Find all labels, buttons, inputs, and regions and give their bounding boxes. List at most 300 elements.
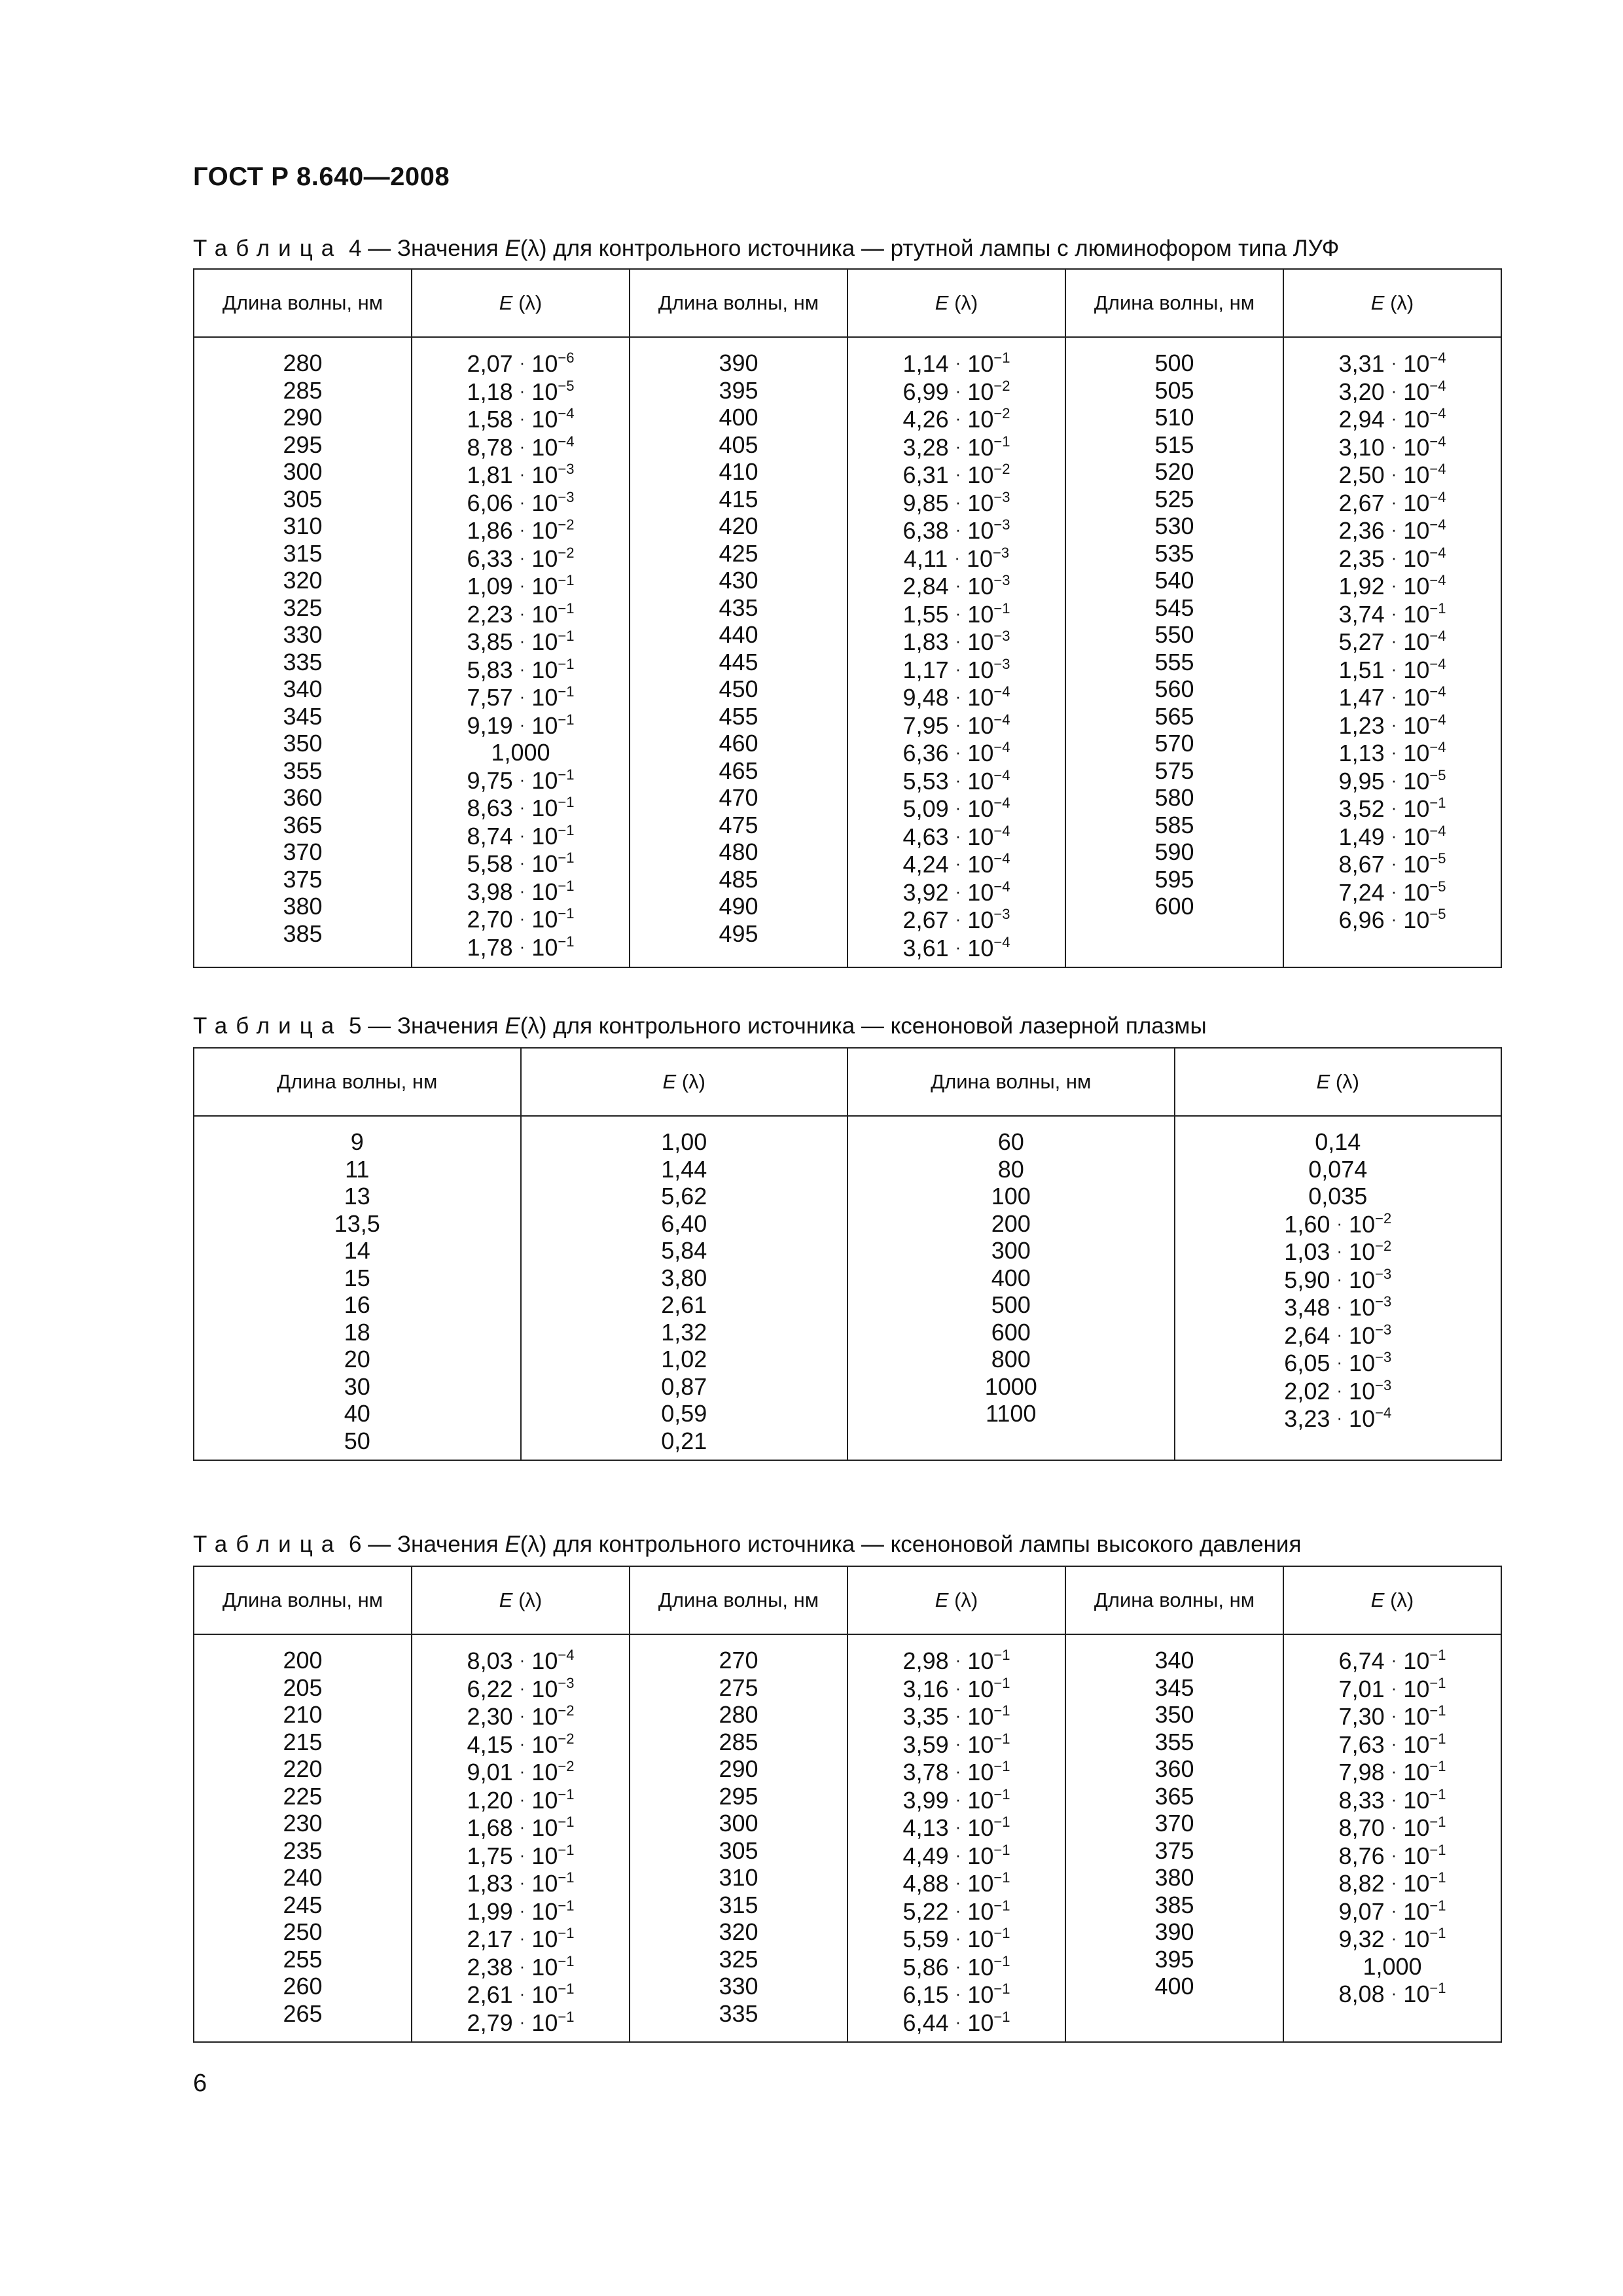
table-cell: 485 bbox=[719, 865, 758, 893]
table-cell: $8,82 \cdot 10^{-1}$ bbox=[1338, 1869, 1446, 1897]
caption-number: 4 bbox=[348, 236, 362, 261]
table-cell: $2,30 \cdot 10^{-2}$ bbox=[467, 1702, 575, 1730]
table-cell: $6,99 \cdot 10^{-2}$ bbox=[902, 377, 1010, 405]
header-e: E bbox=[1316, 1070, 1330, 1093]
table-cell: 390 bbox=[1154, 1918, 1194, 1945]
table-cell: 370 bbox=[1154, 1810, 1194, 1837]
table-cell: 1,000 bbox=[491, 739, 550, 766]
table-cell: 80 bbox=[997, 1155, 1024, 1183]
header-e-lambda bbox=[412, 1566, 630, 1634]
table-cell: 300 bbox=[991, 1237, 1031, 1264]
table-cell: $8,67 \cdot 10^{-5}$ bbox=[1338, 850, 1446, 878]
value-column bbox=[1175, 1116, 1502, 1460]
table-cell: 300 bbox=[719, 1810, 758, 1837]
table-cell: 255 bbox=[283, 1945, 323, 1973]
table-cell: 365 bbox=[283, 811, 323, 838]
table-cell: $9,32 \cdot 10^{-1}$ bbox=[1338, 1925, 1446, 1952]
caption-symbol: E bbox=[505, 236, 520, 261]
table-cell: 60 bbox=[997, 1128, 1024, 1155]
header-e: E bbox=[1370, 1588, 1385, 1611]
table-cell: $8,78 \cdot 10^{-4}$ bbox=[467, 433, 575, 461]
table-cell: 1,02 bbox=[661, 1346, 707, 1372]
table-cell: 395 bbox=[1154, 1945, 1194, 1973]
table-cell: $2,17 \cdot 10^{-1}$ bbox=[467, 1925, 575, 1952]
header-wavelength: Длина волны, нм bbox=[630, 1566, 847, 1634]
table-cell: 240 bbox=[283, 1864, 323, 1891]
table-cell: 0,87 bbox=[661, 1372, 707, 1400]
table-cell: 555 bbox=[1154, 648, 1194, 675]
value-column bbox=[412, 337, 630, 967]
wavelength-column bbox=[1065, 1634, 1283, 2042]
table-cell: $5,22 \cdot 10^{-1}$ bbox=[902, 1897, 1010, 1925]
table-cell: $5,09 \cdot 10^{-4}$ bbox=[902, 795, 1010, 822]
table-cell: 315 bbox=[283, 539, 323, 567]
header-lambda: (λ) bbox=[1330, 1070, 1359, 1093]
table-cell: 400 bbox=[1154, 1973, 1194, 2000]
table-cell: 390 bbox=[719, 350, 758, 376]
table-cell: 320 bbox=[283, 567, 323, 594]
table-cell: 345 bbox=[283, 702, 323, 730]
table-cell: $3,31 \cdot 10^{-4}$ bbox=[1338, 350, 1446, 377]
table-cell: $1,51 \cdot 10^{-4}$ bbox=[1338, 655, 1446, 683]
table-cell: 0,59 bbox=[661, 1400, 707, 1427]
table-cell: 335 bbox=[719, 2000, 758, 2027]
table-cell: $1,83 \cdot 10^{-1}$ bbox=[467, 1869, 575, 1897]
table-cell: $3,52 \cdot 10^{-1}$ bbox=[1338, 795, 1446, 822]
header-e: E bbox=[499, 1588, 513, 1611]
table-cell: 565 bbox=[1154, 702, 1194, 730]
table-cell: 1,000 bbox=[1363, 1952, 1422, 1980]
table-cell: 310 bbox=[283, 512, 323, 539]
header-e-lambda bbox=[412, 269, 630, 337]
table-cell: $3,99 \cdot 10^{-1}$ bbox=[902, 1785, 1010, 1814]
table-cell: 40 bbox=[344, 1400, 370, 1427]
table-cell: 550 bbox=[1154, 621, 1194, 648]
table-5-caption bbox=[193, 1013, 1207, 1039]
value-column bbox=[847, 337, 1065, 967]
table-cell: $2,38 \cdot 10^{-1}$ bbox=[467, 1952, 575, 1981]
table-cell: $4,13 \cdot 10^{-1}$ bbox=[902, 1814, 1010, 1841]
table-header-row bbox=[194, 269, 1501, 337]
table-cell: 360 bbox=[1154, 1755, 1194, 1782]
table-cell: 585 bbox=[1154, 811, 1194, 838]
table-cell: 395 bbox=[719, 376, 758, 404]
table-cell: $6,31 \cdot 10^{-2}$ bbox=[902, 461, 1010, 488]
table-cell: $3,85 \cdot 10^{-1}$ bbox=[467, 628, 575, 655]
table-cell: 235 bbox=[283, 1837, 323, 1864]
table-cell: 590 bbox=[1154, 838, 1194, 865]
table-cell: 225 bbox=[283, 1782, 323, 1810]
table-cell: $1,47 \cdot 10^{-4}$ bbox=[1338, 683, 1446, 711]
header-lambda: (λ) bbox=[512, 291, 543, 314]
table-cell: $5,86 \cdot 10^{-1}$ bbox=[902, 1952, 1010, 1981]
header-e: E bbox=[935, 1588, 949, 1611]
caption-lambda: (λ) bbox=[520, 236, 547, 261]
table-cell: $1,81 \cdot 10^{-3}$ bbox=[467, 461, 575, 488]
table-cell: 300 bbox=[283, 458, 323, 485]
table-cell: 435 bbox=[719, 594, 758, 621]
table-cell: 405 bbox=[719, 431, 758, 458]
table-cell: $9,75 \cdot 10^{-1}$ bbox=[467, 766, 575, 794]
table-cell: $7,95 \cdot 10^{-4}$ bbox=[902, 711, 1010, 739]
table-cell: $1,92 \cdot 10^{-4}$ bbox=[1338, 572, 1446, 600]
caption-number: 5 bbox=[348, 1013, 362, 1039]
header-lambda: (λ) bbox=[948, 291, 978, 314]
table-cell: $4,11 \cdot 10^{-3}$ bbox=[903, 544, 1010, 572]
table-cell: 270 bbox=[719, 1647, 758, 1674]
table-cell: $8,63 \cdot 10^{-1}$ bbox=[467, 794, 575, 821]
table-cell: $2,61 \cdot 10^{-1}$ bbox=[467, 1981, 575, 2008]
table-cell: $1,58 \cdot 10^{-4}$ bbox=[467, 405, 575, 433]
table-4 bbox=[193, 268, 1502, 968]
table-cell: 490 bbox=[719, 893, 758, 920]
table-cell: $6,44 \cdot 10^{-1}$ bbox=[902, 2008, 1010, 2036]
header-e-lambda bbox=[1283, 1566, 1501, 1634]
table-cell: 800 bbox=[991, 1346, 1031, 1372]
table-cell: 460 bbox=[719, 730, 758, 757]
table-cell: 505 bbox=[1154, 376, 1194, 404]
table-cell: 13 bbox=[344, 1183, 370, 1210]
table-cell: $3,48 \cdot 10^{-3}$ bbox=[1284, 1293, 1392, 1321]
table-cell: $3,78 \cdot 10^{-1}$ bbox=[902, 1758, 1010, 1785]
table-cell: $8,08 \cdot 10^{-1}$ bbox=[1338, 1980, 1446, 2007]
table-cell: 600 bbox=[1154, 893, 1194, 920]
table-cell: 1000 bbox=[984, 1372, 1037, 1400]
table-cell: $6,22 \cdot 10^{-3}$ bbox=[467, 1674, 575, 1702]
table-cell: $1,55 \cdot 10^{-1}$ bbox=[902, 600, 1010, 628]
table-cell: 480 bbox=[719, 838, 758, 865]
table-cell: $2,02 \cdot 10^{-3}$ bbox=[1284, 1376, 1392, 1405]
header-e: E bbox=[499, 291, 513, 314]
header-e-lambda bbox=[1283, 269, 1501, 337]
table-cell: 1100 bbox=[986, 1400, 1037, 1427]
table-cell: $1,18 \cdot 10^{-5}$ bbox=[467, 377, 575, 405]
table-cell: 535 bbox=[1154, 539, 1194, 567]
table-cell: 540 bbox=[1154, 567, 1194, 594]
table-cell: 365 bbox=[1154, 1782, 1194, 1810]
table-cell: 465 bbox=[719, 757, 758, 784]
table-cell: 340 bbox=[1154, 1647, 1194, 1674]
caption-word: Таблица bbox=[193, 1013, 343, 1039]
table-cell: 290 bbox=[719, 1755, 758, 1782]
table-cell: $3,35 \cdot 10^{-1}$ bbox=[902, 1702, 1010, 1730]
header-wavelength: Длина волны, нм bbox=[194, 1566, 412, 1634]
caption-symbol: E bbox=[505, 1013, 520, 1039]
table-cell: 220 bbox=[283, 1755, 323, 1782]
document-header: ГОСТ Р 8.640—2008 bbox=[193, 162, 450, 191]
table-cell: 380 bbox=[1154, 1864, 1194, 1891]
table-cell: 470 bbox=[719, 784, 758, 811]
table-cell: $2,23 \cdot 10^{-1}$ bbox=[467, 600, 575, 628]
value-column bbox=[847, 1634, 1065, 2042]
table-cell: $6,96 \cdot 10^{-5}$ bbox=[1338, 906, 1446, 933]
table-cell: $1,60 \cdot 10^{-2}$ bbox=[1284, 1210, 1392, 1238]
table-cell: 3,80 bbox=[661, 1264, 707, 1291]
table-cell: $2,79 \cdot 10^{-1}$ bbox=[467, 2008, 575, 2036]
table-cell: $1,83 \cdot 10^{-3}$ bbox=[902, 628, 1010, 655]
table-cell: 315 bbox=[719, 1891, 758, 1918]
table-cell: 5,84 bbox=[661, 1237, 707, 1264]
caption-post: для контрольного источника — ртутной лампы с люминофором типа ЛУФ bbox=[546, 236, 1340, 261]
table-cell: 400 bbox=[991, 1264, 1031, 1291]
table-cell: $2,94 \cdot 10^{-4}$ bbox=[1338, 405, 1446, 433]
table-cell: 0,074 bbox=[1308, 1155, 1368, 1183]
table-cell: $4,63 \cdot 10^{-4}$ bbox=[902, 822, 1010, 850]
header-e: E bbox=[1370, 291, 1385, 314]
table-cell: 375 bbox=[283, 865, 323, 893]
table-cell: $2,07 \cdot 10^{-6}$ bbox=[467, 350, 575, 377]
table-cell: 6,40 bbox=[661, 1210, 707, 1237]
table-cell: $7,01 \cdot 10^{-1}$ bbox=[1338, 1674, 1446, 1702]
table-cell: $2,67 \cdot 10^{-3}$ bbox=[902, 906, 1010, 933]
caption-symbol: E bbox=[505, 1532, 520, 1557]
header-wavelength: Длина волны, нм bbox=[1065, 269, 1283, 337]
header-e: E bbox=[662, 1070, 677, 1093]
table-cell: $5,27 \cdot 10^{-4}$ bbox=[1338, 628, 1446, 655]
table-cell: $2,67 \cdot 10^{-4}$ bbox=[1338, 488, 1446, 516]
table-cell: 495 bbox=[719, 920, 758, 947]
table-cell: $8,03 \cdot 10^{-4}$ bbox=[467, 1647, 575, 1674]
table-4-caption bbox=[193, 236, 1339, 262]
table-cell: $2,35 \cdot 10^{-4}$ bbox=[1338, 544, 1446, 572]
header-e-lambda bbox=[847, 1566, 1065, 1634]
table-cell: 510 bbox=[1154, 404, 1194, 431]
wavelength-column bbox=[847, 1116, 1175, 1460]
table-cell: 330 bbox=[719, 1973, 758, 2000]
table-cell: 200 bbox=[283, 1647, 323, 1674]
header-e-lambda bbox=[521, 1048, 848, 1116]
table-cell: 350 bbox=[283, 730, 323, 757]
header-lambda: (λ) bbox=[1384, 1588, 1414, 1611]
table-cell: 560 bbox=[1154, 675, 1194, 702]
table-cell: 580 bbox=[1154, 784, 1194, 811]
table-cell: $4,15 \cdot 10^{-2}$ bbox=[467, 1730, 575, 1758]
table-cell: $3,59 \cdot 10^{-1}$ bbox=[902, 1730, 1010, 1758]
header-wavelength: Длина волны, нм bbox=[1065, 1566, 1283, 1634]
table-cell: 265 bbox=[283, 2000, 323, 2027]
table-cell: 305 bbox=[719, 1837, 758, 1864]
table-cell: 320 bbox=[719, 1918, 758, 1945]
table-cell: $8,76 \cdot 10^{-1}$ bbox=[1338, 1841, 1446, 1869]
table-cell: $4,49 \cdot 10^{-1}$ bbox=[902, 1841, 1010, 1869]
table-cell: $1,14 \cdot 10^{-1}$ bbox=[902, 350, 1010, 377]
table-cell: 370 bbox=[283, 838, 323, 865]
table-body-row bbox=[194, 337, 1501, 967]
table-cell: $1,99 \cdot 10^{-1}$ bbox=[467, 1897, 575, 1925]
table-cell: 450 bbox=[719, 675, 758, 702]
table-cell: 295 bbox=[719, 1782, 758, 1810]
header-lambda: (λ) bbox=[512, 1588, 543, 1611]
table-body-row bbox=[194, 1634, 1501, 2042]
table-cell: 13,5 bbox=[334, 1210, 380, 1237]
value-column bbox=[412, 1634, 630, 2042]
table-cell: $1,23 \cdot 10^{-4}$ bbox=[1338, 711, 1446, 739]
table-cell: 545 bbox=[1154, 594, 1194, 621]
table-cell: 50 bbox=[344, 1427, 370, 1454]
table-cell: 355 bbox=[283, 757, 323, 784]
table-cell: 210 bbox=[283, 1701, 323, 1728]
table-cell: $2,70 \cdot 10^{-1}$ bbox=[467, 905, 575, 933]
table-cell: 445 bbox=[719, 648, 758, 675]
wavelength-column bbox=[194, 1116, 521, 1460]
table-cell: 415 bbox=[719, 485, 758, 512]
wavelength-column bbox=[1065, 337, 1283, 967]
table-cell: $5,83 \cdot 10^{-1}$ bbox=[467, 655, 575, 683]
header-e-lambda bbox=[847, 269, 1065, 337]
table-cell: $7,98 \cdot 10^{-1}$ bbox=[1338, 1758, 1446, 1785]
table-5 bbox=[193, 1047, 1502, 1461]
table-cell: $2,84 \cdot 10^{-3}$ bbox=[902, 572, 1010, 600]
header-wavelength: Длина волны, нм bbox=[630, 269, 847, 337]
table-cell: 5,62 bbox=[661, 1183, 707, 1210]
table-cell: $3,98 \cdot 10^{-1}$ bbox=[467, 877, 575, 905]
table-cell: $2,98 \cdot 10^{-1}$ bbox=[902, 1647, 1010, 1674]
table-cell: 0,035 bbox=[1308, 1183, 1368, 1210]
table-cell: 1,00 bbox=[661, 1128, 707, 1155]
table-cell: $1,17 \cdot 10^{-3}$ bbox=[902, 655, 1010, 683]
table-cell: 350 bbox=[1154, 1701, 1194, 1728]
table-cell: 2,61 bbox=[661, 1291, 707, 1318]
wavelength-column bbox=[630, 337, 847, 967]
header-e: E bbox=[935, 291, 949, 314]
table-cell: 275 bbox=[719, 1674, 758, 1701]
table-6 bbox=[193, 1566, 1502, 2043]
table-cell: 335 bbox=[283, 648, 323, 675]
table-cell: 1,32 bbox=[661, 1318, 707, 1346]
table-cell: 575 bbox=[1154, 757, 1194, 784]
table-cell: $2,64 \cdot 10^{-3}$ bbox=[1284, 1321, 1392, 1349]
table-header-row bbox=[194, 1566, 1501, 1634]
table-cell: 245 bbox=[283, 1891, 323, 1918]
table-cell: 30 bbox=[344, 1372, 370, 1400]
table-cell: 14 bbox=[344, 1237, 370, 1264]
table-cell: $1,13 \cdot 10^{-4}$ bbox=[1338, 739, 1446, 766]
table-cell: $8,70 \cdot 10^{-1}$ bbox=[1338, 1814, 1446, 1841]
table-cell: $4,26 \cdot 10^{-2}$ bbox=[902, 405, 1010, 433]
table-cell: 410 bbox=[719, 458, 758, 485]
table-cell: 215 bbox=[283, 1728, 323, 1755]
table-cell: 340 bbox=[283, 675, 323, 702]
table-cell: $6,36 \cdot 10^{-4}$ bbox=[902, 739, 1010, 766]
caption-pre: — Значения bbox=[368, 1013, 505, 1039]
table-cell: $1,86 \cdot 10^{-2}$ bbox=[467, 516, 575, 544]
caption-lambda: (λ) bbox=[520, 1013, 547, 1039]
table-cell: 595 bbox=[1154, 865, 1194, 893]
table-cell: $9,95 \cdot 10^{-5}$ bbox=[1338, 766, 1446, 795]
value-column bbox=[1283, 337, 1501, 967]
table-cell: 600 bbox=[991, 1318, 1031, 1346]
table-cell: 305 bbox=[283, 485, 323, 512]
table-cell: $1,78 \cdot 10^{-1}$ bbox=[467, 933, 575, 961]
table-cell: $5,59 \cdot 10^{-1}$ bbox=[902, 1925, 1010, 1952]
wavelength-column bbox=[194, 1634, 412, 2042]
table-cell: 385 bbox=[1154, 1891, 1194, 1918]
table-cell: 330 bbox=[283, 621, 323, 648]
caption-word: Таблица bbox=[193, 236, 343, 261]
table-cell: $4,88 \cdot 10^{-1}$ bbox=[902, 1869, 1010, 1897]
header-lambda: (λ) bbox=[948, 1588, 978, 1611]
table-cell: 500 bbox=[1154, 350, 1194, 376]
table-cell: 230 bbox=[283, 1810, 323, 1837]
table-cell: $7,63 \cdot 10^{-1}$ bbox=[1338, 1730, 1446, 1758]
table-cell: 11 bbox=[345, 1155, 370, 1183]
table-cell: 16 bbox=[344, 1291, 370, 1318]
table-cell: 290 bbox=[283, 404, 323, 431]
table-cell: $1,75 \cdot 10^{-1}$ bbox=[467, 1841, 575, 1869]
header-wavelength: Длина волны, нм bbox=[194, 269, 412, 337]
table-cell: $6,06 \cdot 10^{-3}$ bbox=[467, 488, 575, 516]
table-cell: $1,49 \cdot 10^{-4}$ bbox=[1338, 822, 1446, 850]
caption-post: для контрольного источника — ксеноновой лазерной плазмы bbox=[546, 1013, 1207, 1039]
table-cell: 500 bbox=[991, 1291, 1031, 1318]
table-cell: $3,23 \cdot 10^{-4}$ bbox=[1284, 1405, 1392, 1432]
table-cell: $4,24 \cdot 10^{-4}$ bbox=[902, 850, 1010, 878]
header-wavelength: Длина волны, нм bbox=[194, 1048, 521, 1116]
caption-lambda: (λ) bbox=[520, 1532, 547, 1557]
table-cell: $3,28 \cdot 10^{-1}$ bbox=[902, 433, 1010, 461]
table-cell: $7,30 \cdot 10^{-1}$ bbox=[1338, 1702, 1446, 1730]
table-cell: $8,33 \cdot 10^{-1}$ bbox=[1338, 1785, 1446, 1814]
table-cell: 400 bbox=[719, 404, 758, 431]
table-cell: 20 bbox=[344, 1346, 370, 1372]
table-cell: $3,74 \cdot 10^{-1}$ bbox=[1338, 600, 1446, 628]
wavelength-column bbox=[630, 1634, 847, 2042]
table-cell: 0,21 bbox=[661, 1427, 707, 1454]
table-cell: 280 bbox=[283, 350, 323, 376]
table-cell: $5,90 \cdot 10^{-3}$ bbox=[1284, 1265, 1392, 1293]
table-cell: 380 bbox=[283, 893, 323, 920]
table-cell: $9,19 \cdot 10^{-1}$ bbox=[467, 711, 575, 739]
table-cell: $3,92 \cdot 10^{-4}$ bbox=[902, 878, 1010, 906]
table-cell: 325 bbox=[719, 1945, 758, 1973]
table-cell: $9,01 \cdot 10^{-2}$ bbox=[467, 1758, 575, 1785]
table-cell: $7,24 \cdot 10^{-5}$ bbox=[1338, 878, 1446, 906]
table-cell: $2,50 \cdot 10^{-4}$ bbox=[1338, 461, 1446, 488]
table-cell: 420 bbox=[719, 512, 758, 539]
table-cell: 9 bbox=[350, 1128, 364, 1155]
table-cell: $8,74 \cdot 10^{-1}$ bbox=[467, 821, 575, 850]
table-cell: 200 bbox=[991, 1210, 1031, 1237]
table-cell: $6,15 \cdot 10^{-1}$ bbox=[902, 1981, 1010, 2008]
header-lambda: (λ) bbox=[676, 1070, 705, 1093]
table-cell: 520 bbox=[1154, 458, 1194, 485]
table-cell: $6,05 \cdot 10^{-3}$ bbox=[1284, 1349, 1392, 1376]
caption-pre: — Значения bbox=[368, 1532, 505, 1557]
table-cell: 15 bbox=[344, 1264, 370, 1291]
table-cell: 355 bbox=[1154, 1728, 1194, 1755]
caption-word: Таблица bbox=[193, 1532, 343, 1557]
table-body-row bbox=[194, 1116, 1501, 1460]
table-cell: 475 bbox=[719, 811, 758, 838]
table-cell: 310 bbox=[719, 1864, 758, 1891]
table-cell: 100 bbox=[991, 1183, 1031, 1210]
table-cell: $1,68 \cdot 10^{-1}$ bbox=[467, 1814, 575, 1841]
table-cell: 455 bbox=[719, 702, 758, 730]
table-cell: 18 bbox=[344, 1318, 370, 1346]
table-cell: $7,57 \cdot 10^{-1}$ bbox=[467, 683, 575, 711]
wavelength-column bbox=[194, 337, 412, 967]
header-lambda: (λ) bbox=[1384, 291, 1414, 314]
table-cell: $3,10 \cdot 10^{-4}$ bbox=[1338, 433, 1446, 461]
table-cell: 525 bbox=[1154, 485, 1194, 512]
caption-pre: — Значения bbox=[368, 236, 505, 261]
table-cell: 385 bbox=[283, 920, 323, 947]
table-cell: 0,14 bbox=[1315, 1128, 1361, 1155]
table-cell: 515 bbox=[1154, 431, 1194, 458]
table-cell: $9,07 \cdot 10^{-1}$ bbox=[1338, 1897, 1446, 1925]
table-cell: $1,03 \cdot 10^{-2}$ bbox=[1284, 1238, 1392, 1265]
table-cell: $5,58 \cdot 10^{-1}$ bbox=[467, 850, 575, 877]
